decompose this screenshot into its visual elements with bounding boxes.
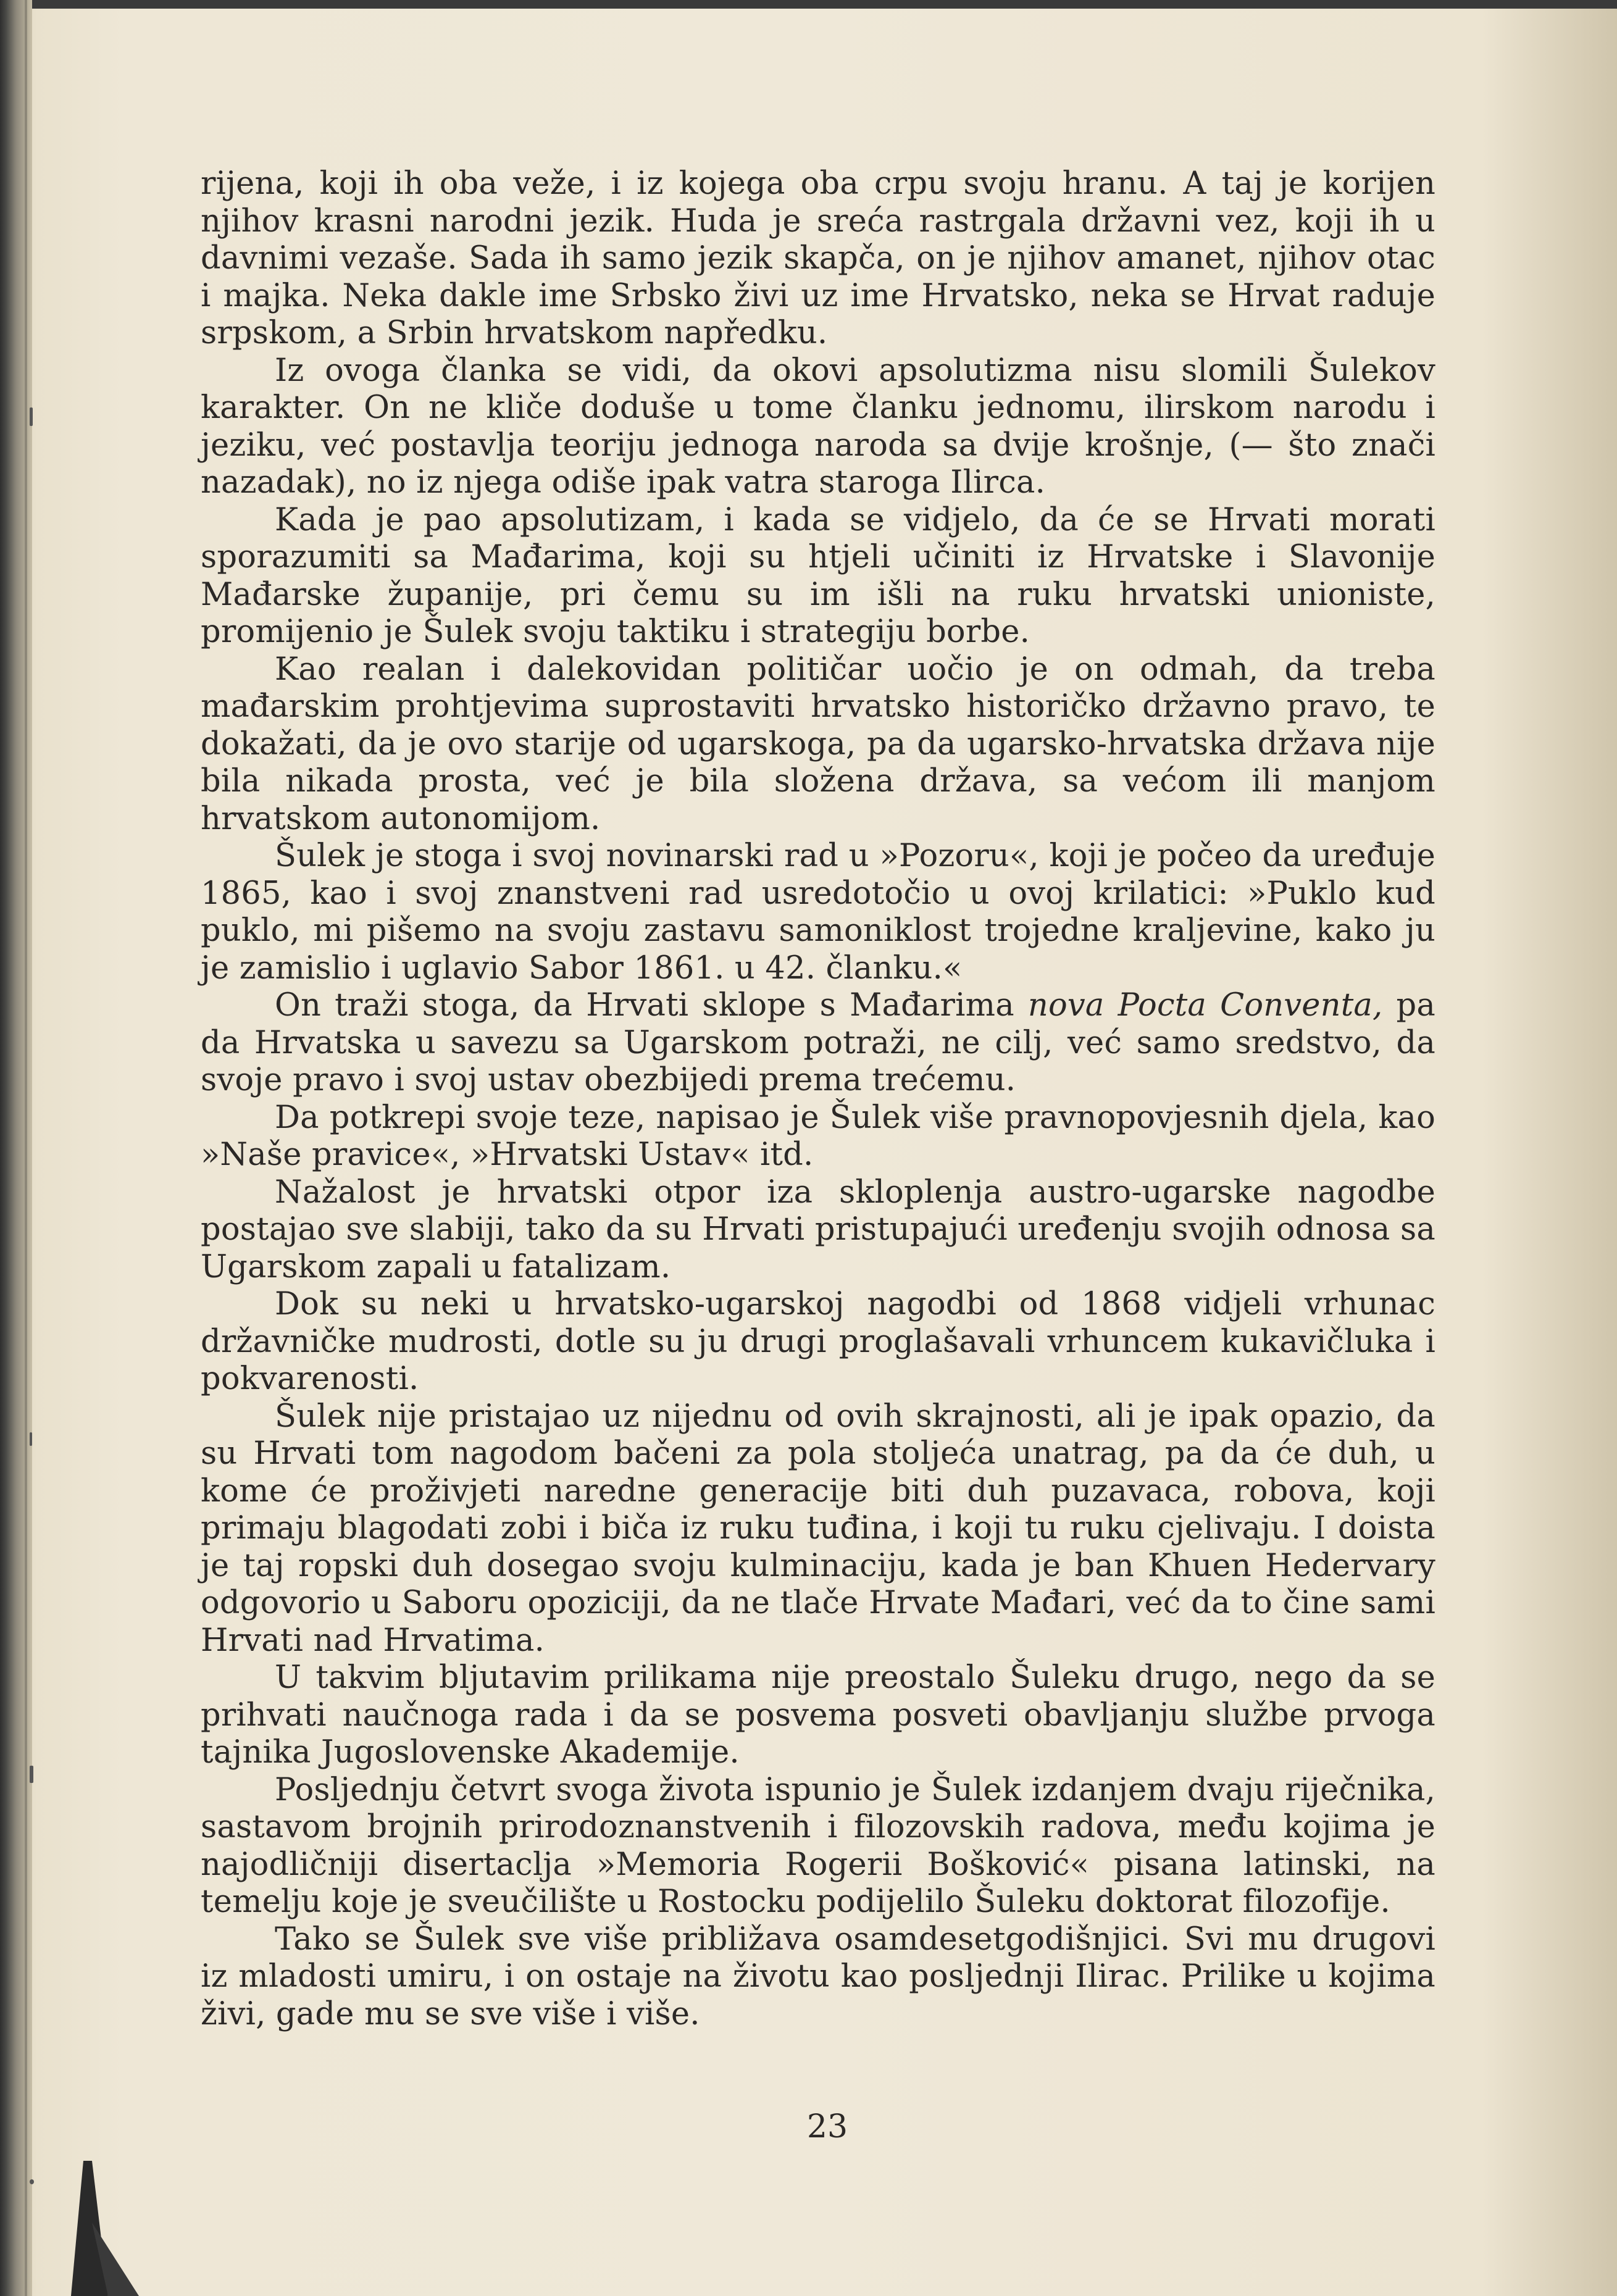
italic-phrase: nova Pocta Conventa,: [1027, 987, 1383, 1024]
paragraph: rijena, koji ih oba veže, i iz kojega oba crpu svoju hranu. A taj je korijen njihov krasni narodni jezik. Huda je sreća rastrgala državni vez, koji ih u davnimi vezaše. Sada ih samo jezik skapča, on je njihov amanet, njihov otac i majka. Neka dakle ime Srbsko živi uz ime Hrvatsko, neka se Hrvat raduje srpskom, a Srbin hrvatskom napředku.: [201, 165, 1435, 351]
paragraph: U takvim bljutavim prilikama nije preostalo Šuleku drugo, nego da se prihvati naučnoga rada i da se posvema posveti obavljanju službe prvoga tajnika Jugoslovenske Akademije.: [201, 1659, 1435, 1771]
paragraph: Iz ovoga članka se vidi, da okovi apsolutizma nisu slomili Šulekov karakter. On ne kliče doduše u tome članku jednomu, ilirskom narodu i jeziku, već postavlja teoriju jednoga naroda sa dvije krošnje, (— što znači nazadak), no iz njega odiše ipak vatra staroga Ilirca.: [201, 352, 1435, 501]
paragraph: Da potkrepi svoje teze, napisao je Šulek više pravnopovjesnih djela, kao »Naše pravice«, »Hrvatski Ustav« itd.: [201, 1099, 1435, 1173]
margin-mark-2: [30, 1432, 32, 1446]
page-top-edge: [0, 0, 1617, 9]
paragraph: Dok su neki u hrvatsko-ugarskoj nagodbi od 1868 vidjeli vrhunac državničke mudrosti, dotle su ju drugi proglašavali vrhuncem kukavičluka i pokvarenosti.: [201, 1286, 1435, 1397]
paragraph: Kao realan i dalekovidan političar uočio je on odmah, da treba mađarskim prohtjevima suprostaviti hrvatsko historičko državno pravo, te dokažati, da je ovo starije od ugarskoga, pa da ugarsko-hrvatska država nije bila nikada prosta, već je bila složena država, sa većom ili manjom hrvatskom autonomijom.: [201, 651, 1435, 837]
binding-fold-line: [25, 0, 27, 2296]
paragraph: Tako se Šulek sve više približava osamdesetgodišnjici. Svi mu drugovi iz mladosti umiru, i on ostaje na životu kao posljednji Ilirac. Prilike u kojima živi, gade mu se sve više i više.: [201, 1921, 1435, 2032]
paragraph: Nažalost je hrvatski otpor iza skloplenja austro-ugarske nagodbe postajao sve slabiji, tako da su Hrvati pristupajući uređenju svojih odnosa sa Ugarskom zapali u fatalizam.: [201, 1174, 1435, 1285]
margin-mark-3: [30, 1766, 33, 1783]
paragraph: Šulek je stoga i svoj novinarski rad u »Pozoru«, koji je počeo da uređuje 1865, kao i svoj znanstveni rad usredotočio u ovoj krilatici: »Puklo kud puklo, mi pišemo na svoju zastavu samoniklost trojedne kraljevine, kako ju je zamislio i uglavio Sabor 1861. u 42. članku.«: [201, 838, 1435, 987]
paragraph: [201, 987, 1435, 1100]
paragraph: Kada je pao apsolutizam, i kada se vidjelo, da će se Hrvati morati sporazumiti sa Mađarima, koji su htjeli učiniti iz Hrvatske i Slavonije Mađarske županije, pri čemu su im išli na ruku hrvatski unioniste, promijenio je Šulek svoju taktiku i strategiju borbe.: [201, 501, 1435, 650]
corner-ink-smudge: [71, 2148, 145, 2296]
paragraph-text: On traži stoga, da Hrvati sklope s Mađarima: [275, 987, 1028, 1024]
paragraph: Posljednju četvrt svoga života ispunio je Šulek izdanjem dvaju riječnika, sastavom brojnih prirodoznanstvenih i filozovskih radova, među kojima je najodličniji disertaclja »Memoria Rogerii Bošković« pisana latinski, na temelju koje je sveučilište u Rostocku podijelilo Šuleku doktorat filozofije.: [201, 1771, 1435, 1920]
body-text: [201, 165, 1435, 2033]
margin-mark-4: [30, 2179, 34, 2184]
paragraph: Šulek nije pristajao uz nijednu od ovih skrajnosti, ali je ipak opazio, da su Hrvati tom nagodom bačeni za pola stoljeća unatrag, pa da će duh, u kome će proživjeti naredne generacije biti duh puzavaca, robova, koji primaju blagodati zobi i biča iz ruku tuđina, i koji tu ruku cjelivaju. I doista je taj ropski duh dosegao svoju kulminaciju, kada je ban Khuen Hedervary odgovorio u Saboru opoziciji, da ne tlače Hrvate Mađari, već da to čine sami Hrvati nad Hrvatima.: [201, 1398, 1435, 1659]
margin-mark-1: [30, 407, 33, 426]
book-binding-edge: [0, 0, 32, 2296]
page-number: 23: [806, 2108, 848, 2145]
paragraph-text: pa da Hrvatska u savezu sa Ugarskom potraži, ne cilj, već samo sredstvo, da svoje pravo i svoj ustav obezbijedi prema trećemu.: [201, 987, 1435, 1098]
